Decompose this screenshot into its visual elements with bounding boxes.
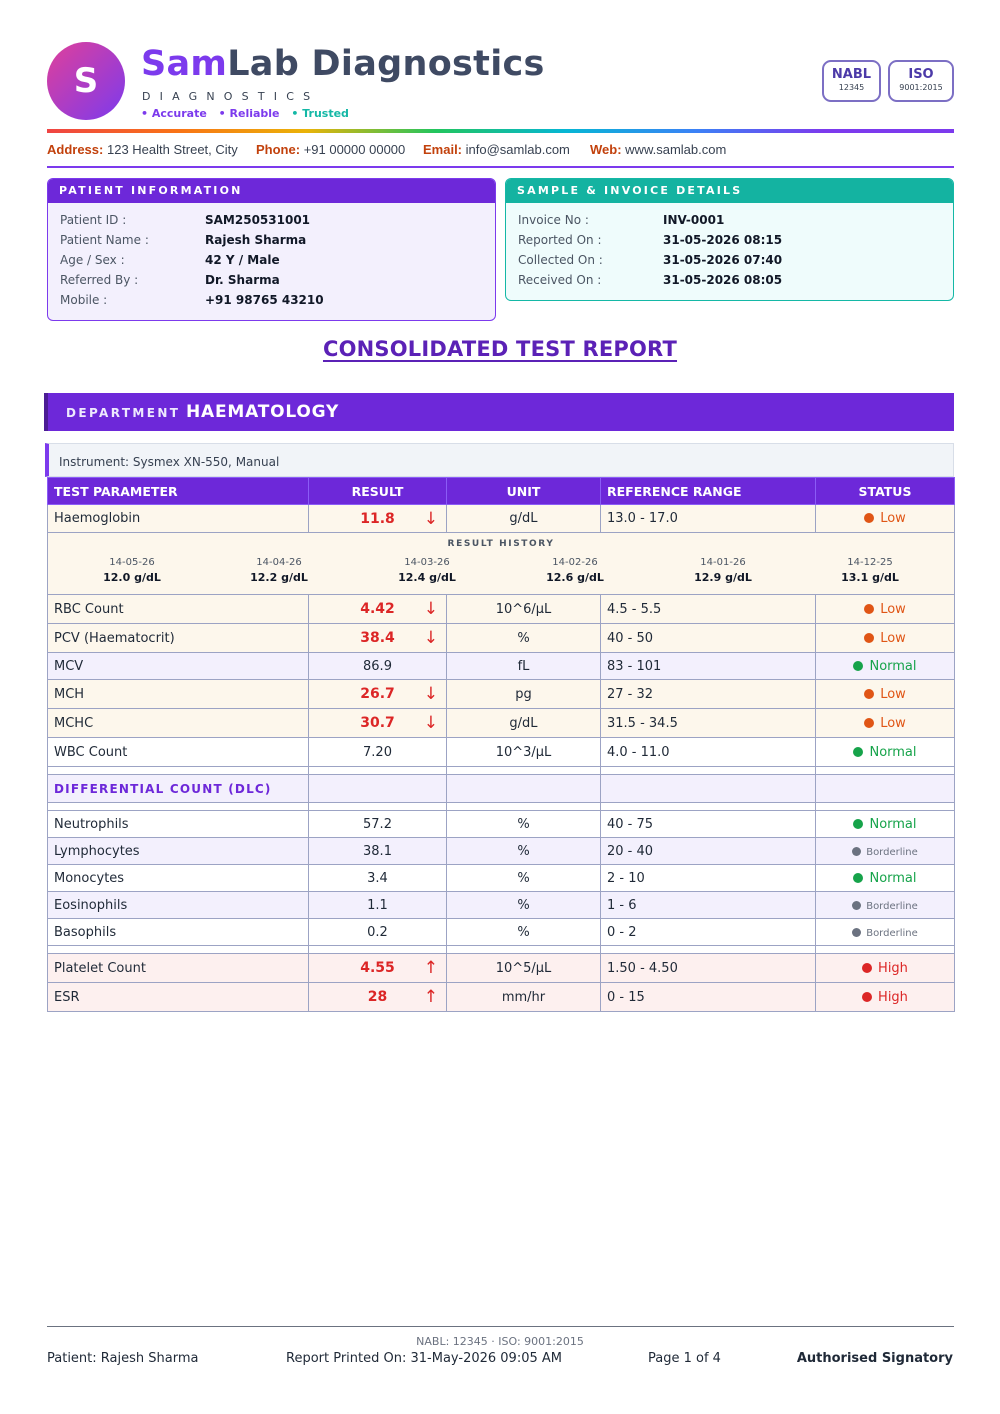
status-cell — [816, 811, 955, 838]
range-cell: 31.5 - 34.5 — [601, 709, 816, 738]
result-history-row — [48, 533, 955, 595]
table-row — [48, 811, 955, 838]
range-cell: 4.0 - 11.0 — [601, 738, 816, 767]
result-value: 86.9 — [363, 658, 392, 674]
result-value: 38.1 — [309, 838, 447, 865]
unit-cell: pg — [447, 680, 601, 709]
status-dot-icon — [852, 847, 861, 856]
result-value: 4.55 — [360, 960, 395, 976]
range-cell: 2 - 10 — [601, 865, 816, 892]
panel-heading: SAMPLE & INVOICE DETAILS — [506, 179, 953, 203]
history-item: 14-12-25 13.1 g/dL — [841, 557, 899, 584]
table-row — [48, 624, 955, 653]
param-name: MCH — [48, 680, 309, 709]
results-table — [47, 477, 955, 1012]
status-text: Low — [880, 686, 906, 702]
header-divider — [47, 166, 954, 168]
unit-cell: % — [447, 892, 601, 919]
status-text: Normal — [869, 816, 917, 832]
status-cell — [816, 505, 955, 533]
status-cell — [816, 954, 955, 983]
status-cell — [816, 624, 955, 653]
dlc-subheading-row — [48, 775, 955, 803]
col-header-unit: UNIT — [447, 478, 601, 505]
col-header-range: REFERENCE RANGE — [601, 478, 816, 505]
report-title: CONSOLIDATED TEST REPORT — [322, 337, 678, 361]
param-name: Neutrophils — [48, 811, 309, 838]
rainbow-divider — [47, 129, 954, 133]
status-text: Borderline — [866, 927, 918, 939]
param-name: WBC Count — [48, 738, 309, 767]
contact-phone: Phone: +91 00000 00000 — [256, 142, 406, 157]
result-history-cell — [48, 533, 955, 595]
status-cell — [816, 983, 955, 1012]
status-dot-icon — [862, 992, 872, 1002]
invoice-info-panel: SAMPLE & INVOICE DETAILS Invoice No : INV-0001 Reported On : 31-05-2026 08:15 Collected On : 31-05-2026 07:40 Received On : 31-05-2026 08:05 — [505, 178, 954, 301]
history-item: 14-05-26 12.0 g/dL — [103, 557, 161, 584]
result-value: 7.20 — [363, 744, 392, 760]
table-spacer-row — [48, 946, 955, 954]
status-cell — [816, 709, 955, 738]
result-cell — [309, 709, 447, 738]
status-cell — [816, 838, 955, 865]
range-cell: 83 - 101 — [601, 653, 816, 680]
unit-cell: % — [447, 838, 601, 865]
cert-title: NABL — [831, 67, 872, 82]
result-value: 57.2 — [309, 811, 447, 838]
table-row — [48, 738, 955, 767]
status-text: Normal — [869, 744, 917, 760]
table-row — [48, 865, 955, 892]
unit-cell: mm/hr — [447, 983, 601, 1012]
status-cell — [816, 919, 955, 946]
footer-accreditation: NABL: 12345 · ISO: 9001:2015 — [416, 1335, 584, 1348]
unit-cell: % — [447, 919, 601, 946]
result-value: 3.4 — [309, 865, 447, 892]
instrument-note: Instrument: Sysmex XN-550, Manual — [45, 443, 954, 477]
contact-address: Address: 123 Health Street, City — [47, 142, 238, 157]
status-dot-icon — [864, 633, 874, 643]
status-dot-icon — [862, 963, 872, 973]
table-spacer-row — [48, 803, 955, 811]
status-cell — [816, 865, 955, 892]
result-value: 30.7 — [360, 715, 395, 731]
param-name: Basophils — [48, 919, 309, 946]
cert-number: 12345 — [838, 83, 865, 92]
status-text: Low — [880, 511, 906, 526]
status-dot-icon — [864, 718, 874, 728]
range-cell: 13.0 - 17.0 — [601, 505, 816, 533]
patient-info-panel: PATIENT INFORMATION Patient ID : SAM250531001 Patient Name : Rajesh Sharma Age / Sex : 42 Y / Male Referred By : Dr. Sharma Mobile : +91 98765 43210 — [47, 178, 496, 321]
status-text: Borderline — [866, 846, 918, 858]
param-name: MCV — [48, 653, 309, 680]
status-text: High — [878, 960, 908, 976]
status-dot-icon — [864, 689, 874, 699]
department-banner — [44, 393, 954, 431]
range-cell: 20 - 40 — [601, 838, 816, 865]
col-header-parameter: TEST PARAMETER — [48, 478, 309, 505]
result-value: 38.4 — [360, 630, 395, 646]
footer-patient: Patient: Rajesh Sharma — [47, 1351, 199, 1366]
department-name: HAEMATOLOGY — [186, 402, 340, 422]
status-dot-icon — [852, 928, 861, 937]
table-row — [48, 983, 955, 1012]
status-text: Low — [880, 715, 906, 731]
param-name: MCHC — [48, 709, 309, 738]
table-row — [48, 595, 955, 624]
unit-cell: fL — [447, 653, 601, 680]
range-cell: 0 - 15 — [601, 983, 816, 1012]
range-cell: 27 - 32 — [601, 680, 816, 709]
param-name: PCV (Haematocrit) — [48, 624, 309, 653]
result-cell — [309, 653, 447, 680]
up-arrow-icon: ↑ — [423, 958, 438, 978]
param-name: ESR — [48, 983, 309, 1012]
table-header-row — [48, 478, 955, 505]
status-text: Borderline — [866, 900, 918, 912]
result-history-title: RESULT HISTORY — [447, 539, 555, 549]
table-row — [48, 505, 955, 533]
param-name: Eosinophils — [48, 892, 309, 919]
cert-number: 9001:2015 — [899, 83, 943, 92]
brand-subtitle: DIAGNOSTICS — [142, 90, 320, 103]
lab-name — [141, 44, 545, 84]
history-item: 14-04-26 12.2 g/dL — [250, 557, 308, 584]
result-value: 1.1 — [309, 892, 447, 919]
status-dot-icon — [853, 819, 863, 829]
result-cell — [309, 595, 447, 624]
dlc-subheading: DIFFERENTIAL COUNT (DLC) — [48, 775, 309, 803]
status-text: Low — [880, 601, 906, 617]
panel-heading: PATIENT INFORMATION — [48, 179, 495, 203]
status-dot-icon — [864, 513, 874, 523]
status-dot-icon — [853, 747, 863, 757]
nabl-badge — [822, 60, 881, 102]
cert-title: ISO — [908, 67, 934, 82]
result-value: 26.7 — [360, 686, 395, 702]
table-row — [48, 954, 955, 983]
status-text: High — [878, 989, 908, 1005]
status-dot-icon — [852, 901, 861, 910]
result-value: 11.8 — [360, 510, 395, 527]
param-name: Monocytes — [48, 865, 309, 892]
table-row — [48, 838, 955, 865]
table-row — [48, 680, 955, 709]
param-name: Platelet Count — [48, 954, 309, 983]
history-item: 14-03-26 12.4 g/dL — [398, 557, 456, 584]
table-spacer-row — [48, 767, 955, 775]
up-arrow-icon: ↑ — [423, 987, 438, 1007]
param-name: Haemoglobin — [48, 505, 309, 533]
result-cell — [309, 738, 447, 767]
unit-cell: g/dL — [447, 505, 601, 533]
down-arrow-icon: ↓ — [423, 628, 438, 648]
range-cell: 1 - 6 — [601, 892, 816, 919]
range-cell: 4.5 - 5.5 — [601, 595, 816, 624]
unit-cell: % — [447, 624, 601, 653]
brand-part-1: Sam — [141, 44, 228, 84]
range-cell: 0 - 2 — [601, 919, 816, 946]
tagline-reliable: • Reliable — [218, 107, 280, 120]
down-arrow-icon: ↓ — [423, 508, 438, 529]
status-cell — [816, 653, 955, 680]
result-value: 28 — [367, 989, 388, 1005]
tagline-accurate: • Accurate — [141, 107, 207, 120]
history-item: 14-02-26 12.6 g/dL — [546, 557, 604, 584]
result-value: 0.2 — [309, 919, 447, 946]
status-dot-icon — [853, 873, 863, 883]
status-cell — [816, 680, 955, 709]
result-cell — [309, 624, 447, 653]
down-arrow-icon: ↓ — [423, 684, 438, 704]
unit-cell: g/dL — [447, 709, 601, 738]
col-header-status: STATUS — [816, 478, 955, 505]
contact-email: Email: info@samlab.com — [423, 142, 570, 157]
footer-page-number: Page 1 of 4 — [648, 1351, 721, 1366]
status-cell — [816, 595, 955, 624]
status-dot-icon — [853, 661, 863, 671]
range-cell: 40 - 75 — [601, 811, 816, 838]
result-cell — [309, 505, 447, 533]
footer-signatory: Authorised Signatory — [796, 1351, 953, 1366]
tagline — [141, 107, 349, 120]
lab-logo: S — [47, 42, 125, 120]
status-text: Low — [880, 630, 906, 646]
status-text: Normal — [869, 658, 917, 674]
status-cell — [816, 738, 955, 767]
unit-cell: % — [447, 865, 601, 892]
status-cell — [816, 892, 955, 919]
status-text: Normal — [869, 870, 917, 886]
brand-part-2: Lab Diagnostics — [227, 44, 545, 84]
range-cell: 1.50 - 4.50 — [601, 954, 816, 983]
footer-divider — [47, 1326, 954, 1327]
col-header-result: RESULT — [309, 478, 447, 505]
range-cell: 40 - 50 — [601, 624, 816, 653]
down-arrow-icon: ↓ — [423, 599, 438, 619]
table-row — [48, 892, 955, 919]
table-row — [48, 653, 955, 680]
status-dot-icon — [864, 604, 874, 614]
contact-web: Web: www.samlab.com — [590, 142, 727, 157]
result-value: 4.42 — [360, 601, 395, 617]
history-item: 14-01-26 12.9 g/dL — [694, 557, 752, 584]
iso-badge — [888, 60, 954, 102]
unit-cell: 10^6/µL — [447, 595, 601, 624]
department-label: DEPARTMENT — [66, 406, 181, 420]
result-cell — [309, 983, 447, 1012]
tagline-trusted: • Trusted — [291, 107, 349, 120]
footer-printed-on: Report Printed On: 31-May-2026 09:05 AM — [286, 1351, 562, 1366]
param-name: RBC Count — [48, 595, 309, 624]
result-cell — [309, 680, 447, 709]
unit-cell: 10^3/µL — [447, 738, 601, 767]
table-row — [48, 919, 955, 946]
unit-cell: % — [447, 811, 601, 838]
unit-cell: 10^5/µL — [447, 954, 601, 983]
param-name: Lymphocytes — [48, 838, 309, 865]
table-row — [48, 709, 955, 738]
down-arrow-icon: ↓ — [423, 713, 438, 733]
result-cell — [309, 954, 447, 983]
